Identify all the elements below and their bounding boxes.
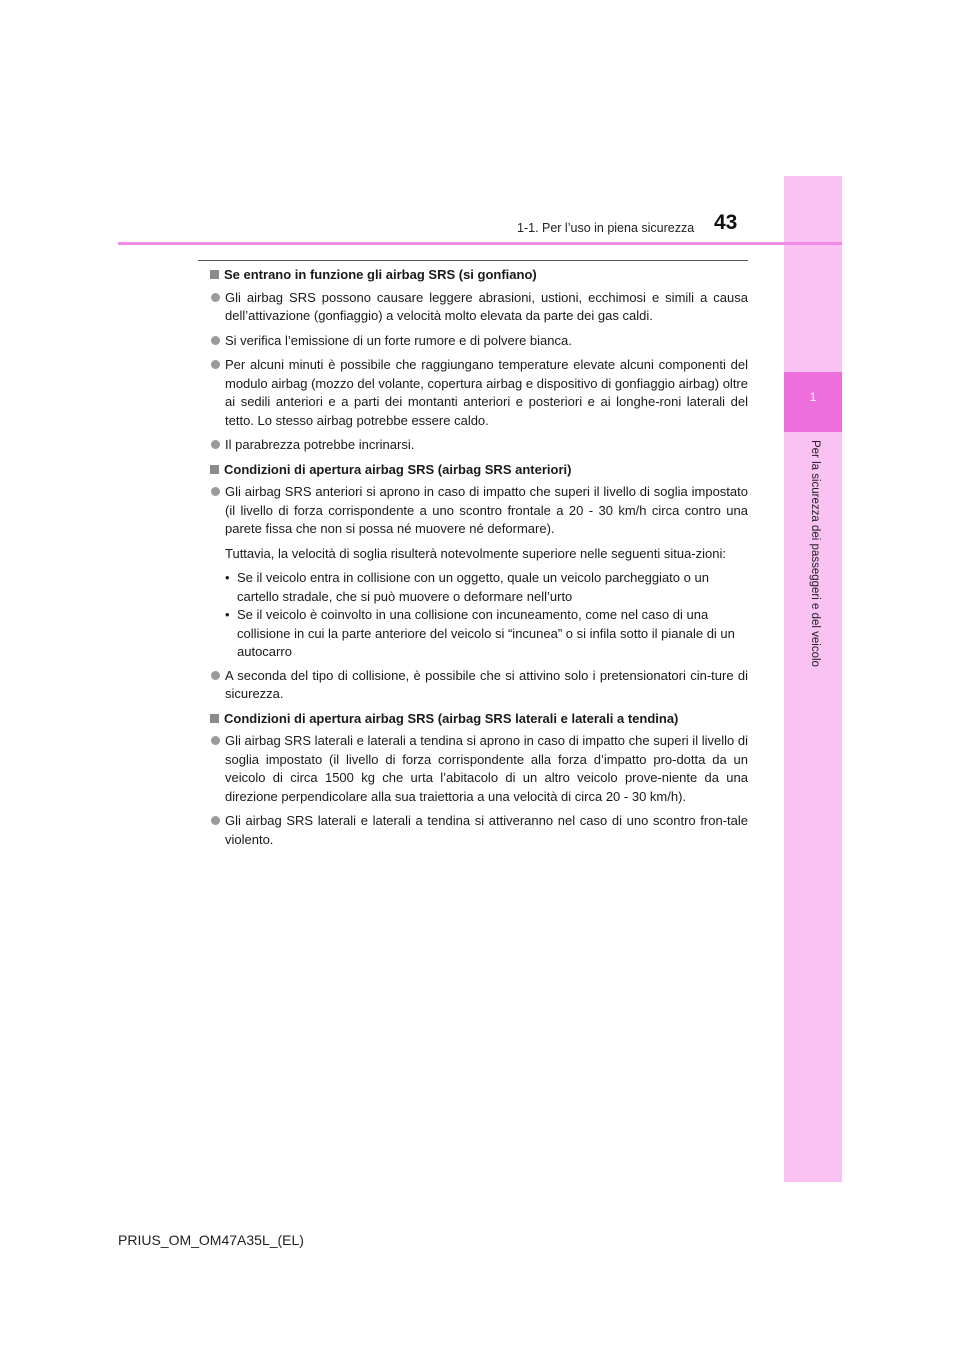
square-bullet-icon [210, 465, 219, 474]
circle-bullet-icon [211, 360, 220, 369]
sub-list [210, 569, 748, 662]
circle-bullet-icon [211, 736, 220, 745]
chapter-number: 1 [809, 390, 817, 404]
list-item: Gli airbag SRS possono causare leggere abrasioni, ustioni, ecchimosi e simili a causa dell’attivazione (gonfiaggio) a velocità molto elevata da parte dei gas caldi. [210, 289, 748, 326]
list-item: Gli airbag SRS laterali e laterali a tendina si aprono in caso di impatto che superi il livello di soglia impostato (il livello di forza corrispondente alla forza d’impatto pro-dotta da un veicolo di circa 1500 kg che urta l’abitacolo di un altro veicolo prove-niente da una direzione perpendicolare alla sua traiettoria a una velocità di circa 20 - 30 km/h). [210, 732, 748, 806]
section-heading: Se entrano in funzione gli airbag SRS (si gonfiano) [210, 266, 748, 285]
list-item: Per alcuni minuti è possibile che raggiungano temperature elevate alcuni componenti del modulo airbag (mozzo del volante, copertura airbag e dispositivo di gonfiaggio airbag) oltre ai sedili anteriori e a parti dei montanti anteriori e posteriori e ai longhe-roni laterali del tetto. Lo stesso airbag potrebbe essere caldo. [210, 356, 748, 430]
circle-bullet-icon [211, 293, 220, 302]
content-top-rule [198, 260, 748, 261]
header-divider [118, 242, 842, 245]
circle-bullet-icon [211, 671, 220, 680]
circle-bullet-icon [211, 336, 220, 345]
list-item: Si verifica l’emissione di un forte rumore e di polvere bianca. [210, 332, 748, 351]
circle-bullet-icon [211, 816, 220, 825]
section-heading: Condizioni di apertura airbag SRS (airbag SRS anteriori) [210, 461, 748, 480]
chapter-label: Per la sicurezza dei passeggeri e del veicolo [809, 440, 821, 667]
section-title: 1-1. Per l’uso in piena sicurezza [517, 221, 695, 235]
page-content [210, 266, 748, 855]
sub-list-item: • Se il veicolo è coinvolto in una collisione con incuneamento, come nel caso di una collisione in cui la parte anteriore del veicolo si “incunea” o si infila sotto il pianale di un autocarro [225, 607, 735, 659]
paragraph: Tuttavia, la velocità di soglia risulterà notevolmente superiore nelle seguenti situa-zioni: [225, 545, 727, 561]
list-item: A seconda del tipo di collisione, è possibile che si attivino solo i pretensionatori cin-ture di sicurezza. [210, 667, 748, 704]
page-number: 43 [714, 211, 738, 234]
sub-list-item: • Se il veicolo entra in collisione con un oggetto, quale un veicolo parcheggiato o un cartello stradale, che si può muovere o deformare nell’urto [225, 570, 709, 604]
circle-bullet-icon [211, 440, 220, 449]
list-item: Gli airbag SRS laterali e laterali a tendina si attiveranno nel caso di uno scontro fron-tale violento. [210, 812, 748, 849]
list-item: Il parabrezza potrebbe incrinarsi. [210, 436, 748, 455]
square-bullet-icon [210, 270, 219, 279]
circle-bullet-icon [211, 487, 220, 496]
list-item: Gli airbag SRS anteriori si aprono in caso di impatto che superi il livello di soglia impostato (il livello di forza corrispondente a uno scontro frontale a 20 - 30 km/h circa contro una parete fissa che non si possa né muovere né deformare). [210, 483, 748, 539]
document-code: PRIUS_OM_OM47A35L_(EL) [118, 1232, 304, 1248]
section-heading: Condizioni di apertura airbag SRS (airbag SRS laterali e laterali a tendina) [210, 710, 748, 729]
square-bullet-icon [210, 714, 219, 723]
